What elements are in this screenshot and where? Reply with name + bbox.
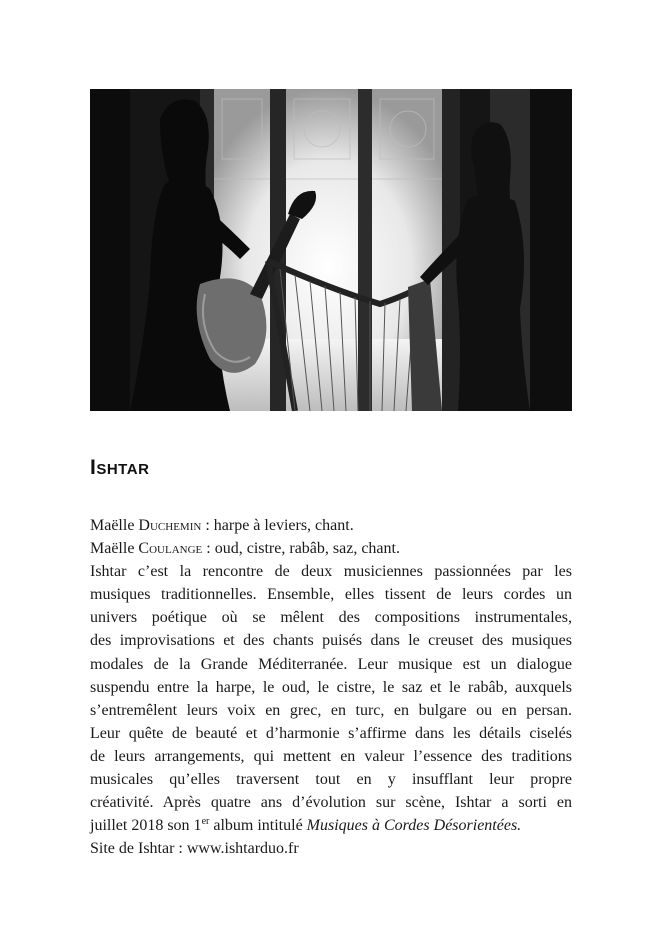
duo-photo: [90, 89, 572, 411]
member-last-name: Duchemin: [138, 517, 202, 534]
paragraph-line: Leur quête de beauté et d’harmonie s’affirme dans les détails ciselés: [90, 724, 572, 742]
paragraph-line: musicales qu’elles traversent tout en y insufflant leur propre: [90, 771, 572, 789]
title-initial: I: [90, 456, 97, 479]
member-last-name: Coulange: [138, 540, 203, 558]
paragraph-line: suspendu entre la harpe, le oud, le cistre, le saz et le rabâb, auxquels: [90, 678, 572, 696]
album-line-start: juillet 2018 son 1: [90, 817, 202, 835]
member-first-name: Maëlle: [90, 517, 135, 534]
body-text: [90, 514, 572, 860]
paragraph-line: de leurs arrangements, qui mettent en valeur l’essence des traditions: [90, 747, 572, 765]
paragraph-line: modales de la Grande Méditerranée. Leur musique est un dialogue: [90, 655, 572, 673]
ordinal-suffix: er: [201, 816, 210, 828]
section-title: [90, 456, 149, 480]
website-line: Site de Ishtar : www.ishtarduo.fr: [90, 840, 299, 858]
member-role: : harpe à leviers, chant.: [201, 517, 354, 534]
album-line-middle: album intitulé: [209, 817, 307, 835]
album-line: [90, 814, 572, 837]
paragraph-line: des improvisations et des chants puisés dans le creuset des musiques: [90, 632, 572, 650]
member-first-name: Maëlle: [90, 540, 135, 558]
paragraph-line: créativité. Après quatre ans d’évolution sur scène, Ishtar a sorti en: [90, 794, 572, 812]
paragraph-line: univers poétique où se mêlent des compositions instrumentales,: [90, 609, 572, 627]
album-title: Musiques à Cordes Désorientées.: [306, 817, 522, 835]
paragraph-line: Ishtar c’est la rencontre de deux musiciennes passionnées par les: [90, 563, 572, 581]
duo-photo-illustration: [90, 89, 572, 411]
paragraph-line: musiques traditionnelles. Ensemble, elles tissent de leurs cordes un: [90, 586, 572, 604]
member-role: : oud, cistre, rabâb, saz, chant.: [202, 540, 400, 558]
member-line: [90, 514, 572, 537]
paragraph-line: s’entremêlent leurs voix en grec, en turc, en bulgare ou en persan.: [90, 701, 572, 719]
title-rest: shtar: [96, 456, 150, 479]
member-line: [90, 537, 572, 560]
